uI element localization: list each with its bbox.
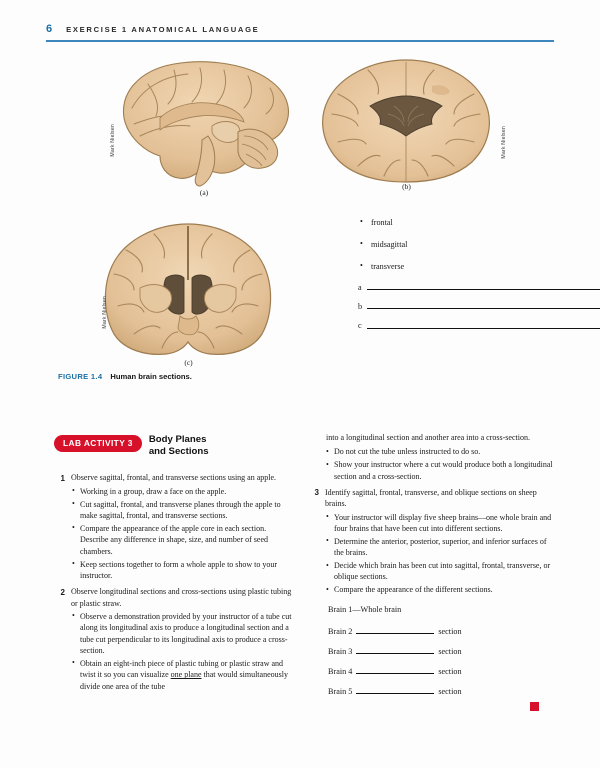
step-2 (58, 586, 296, 609)
brain-5-label: Brain 5 (328, 686, 353, 696)
step-2-bullets (58, 611, 296, 692)
list-item: • Determine the anterior, posterior, superior, and inferior surfaces of the brains. (326, 536, 554, 559)
step-1 (58, 472, 296, 484)
brain-frontal-image (96, 216, 281, 364)
brain-line-3[interactable] (328, 647, 554, 656)
brain-panel-a (104, 52, 304, 197)
step-2-bullets-continued (312, 446, 554, 482)
brain-5-suffix: section (438, 686, 462, 696)
answer-row-c[interactable] (358, 322, 600, 330)
list-item: • Show your instructor where a cut would produce both a longitudinal section and a cross-section. (326, 459, 554, 482)
step-1-text: Observe sagittal, frontal, and transverse sections using an apple. (71, 473, 277, 482)
step-3 (312, 487, 554, 510)
answer-label-c: c (358, 321, 362, 331)
end-of-activity-marker (530, 702, 539, 711)
brain-2-blank[interactable] (356, 633, 434, 634)
answer-blank-b[interactable] (367, 308, 600, 309)
brain-2-suffix: section (438, 626, 462, 636)
step-2-continuation: into a longitudinal section and another area into a cross-section. (326, 433, 530, 442)
list-item: • Your instructor will display five sheep brains—one whole brain and four brains that have been cut into different sections. (326, 512, 554, 535)
body-column-right (312, 432, 554, 707)
brain-3-label: Brain 3 (328, 646, 353, 656)
photo-credit-c: Mark Nielsen (102, 296, 108, 329)
panel-b-caption: (b) (402, 182, 411, 191)
list-item: • Cut sagittal, frontal, and transverse planes through the apple to make sagittal, frontal, and transverse sections. (72, 499, 296, 522)
brain-3-suffix: section (438, 646, 462, 656)
figure-term-list (358, 218, 600, 342)
term-midsagittal: • midsagittal (358, 240, 600, 249)
one-plane-after: that would simultaneously divide one area of the tube (80, 670, 288, 691)
step-3-number: 3 (314, 488, 319, 498)
answer-row-b[interactable] (358, 303, 600, 311)
running-head (46, 24, 554, 37)
brain-line-2[interactable] (328, 627, 554, 636)
step-3-bullets (312, 512, 554, 596)
brain-line-5[interactable] (328, 687, 554, 696)
panel-a-caption: (a) (199, 188, 209, 197)
step-3-text: Identify sagittal, frontal, transverse, and oblique sections on sheep brains. (325, 487, 537, 509)
list-item: • Decide which brain has been cut into sagittal, frontal, transverse, or oblique sections. (326, 560, 554, 583)
figure-caption-text: Human brain sections. (110, 372, 192, 381)
one-plane-underlined: one plane (170, 670, 202, 680)
list-item-one-plane (72, 658, 296, 692)
brain-midsagittal-image (104, 52, 304, 192)
brain-panel-c (96, 216, 281, 367)
brain-4-suffix: section (438, 666, 462, 676)
list-item: • Compare the appearance of the different sections. (326, 584, 554, 595)
brain-3-blank[interactable] (356, 653, 434, 654)
brain-4-blank[interactable] (356, 673, 434, 674)
term-transverse: • transverse (358, 262, 600, 271)
lab-activity-title (149, 434, 209, 457)
brain-transverse-image (314, 54, 499, 186)
step-1-number: 1 (60, 473, 65, 483)
list-item: • Do not cut the tube unless instructed to do so. (326, 446, 554, 457)
term-frontal: • frontal (358, 218, 600, 227)
figure-caption (58, 372, 192, 381)
figure-caption-number: FIGURE 1.4 (58, 372, 103, 381)
lab-activity-header (54, 434, 209, 457)
panel-c-caption: (c) (184, 358, 193, 367)
step-1-bullets (58, 486, 296, 581)
answer-blank-c[interactable] (367, 328, 600, 329)
figure-1-4 (46, 48, 554, 388)
list-item: • Keep sections together to form a whole apple to show to your instructor. (72, 559, 296, 582)
answer-label-a: a (358, 283, 362, 292)
brain-5-blank[interactable] (356, 693, 434, 694)
brain-line-1 (328, 605, 554, 614)
photo-credit-a: Mark Nielsen (110, 124, 116, 157)
exercise-title: EXERCISE 1 ANATOMICAL LANGUAGE (66, 25, 260, 35)
page-number: 6 (46, 23, 53, 35)
photo-credit-b: Mark Nielsen (501, 126, 507, 159)
answer-label-b: b (358, 302, 363, 312)
brain-line-4[interactable] (328, 667, 554, 676)
brain-1-label: Brain 1—Whole brain (328, 604, 402, 614)
lab-title-line-1: Body Planes (148, 434, 207, 445)
lab-activity-badge: LAB ACTIVITY 3 (54, 435, 142, 452)
list-item: • Working in a group, draw a face on the apple. (72, 486, 296, 497)
one-plane-before: Obtain an eight-inch piece of plastic tubing or plastic straw and twist it so you can visualize (80, 658, 284, 680)
brain-4-label: Brain 4 (328, 666, 353, 676)
step-2-number: 2 (60, 587, 65, 597)
step-2-text: Observe longitudinal sections and cross-sections using plastic tubing or plastic straw. (71, 587, 292, 608)
list-item: • Observe a demonstration provided by your instructor of a tube cut along its longitudinal axis to produce a longitudinal section and a tube cut perpendicular to its longitudinal axis to produce a cross-section. (72, 611, 296, 656)
brain-panel-b (314, 54, 499, 191)
list-item: • Compare the appearance of the apple core in each section. Describe any difference in shape, size, and number of seed chambers. (72, 523, 296, 557)
header-divider (46, 40, 554, 42)
lab-title-line-2: and Sections (148, 445, 209, 457)
body-column-left (58, 472, 296, 697)
sheep-brain-answer-lines (328, 605, 554, 696)
answer-row-a[interactable] (358, 284, 600, 292)
brain-2-label: Brain 2 (328, 626, 353, 636)
answer-blank-a[interactable] (367, 289, 600, 290)
